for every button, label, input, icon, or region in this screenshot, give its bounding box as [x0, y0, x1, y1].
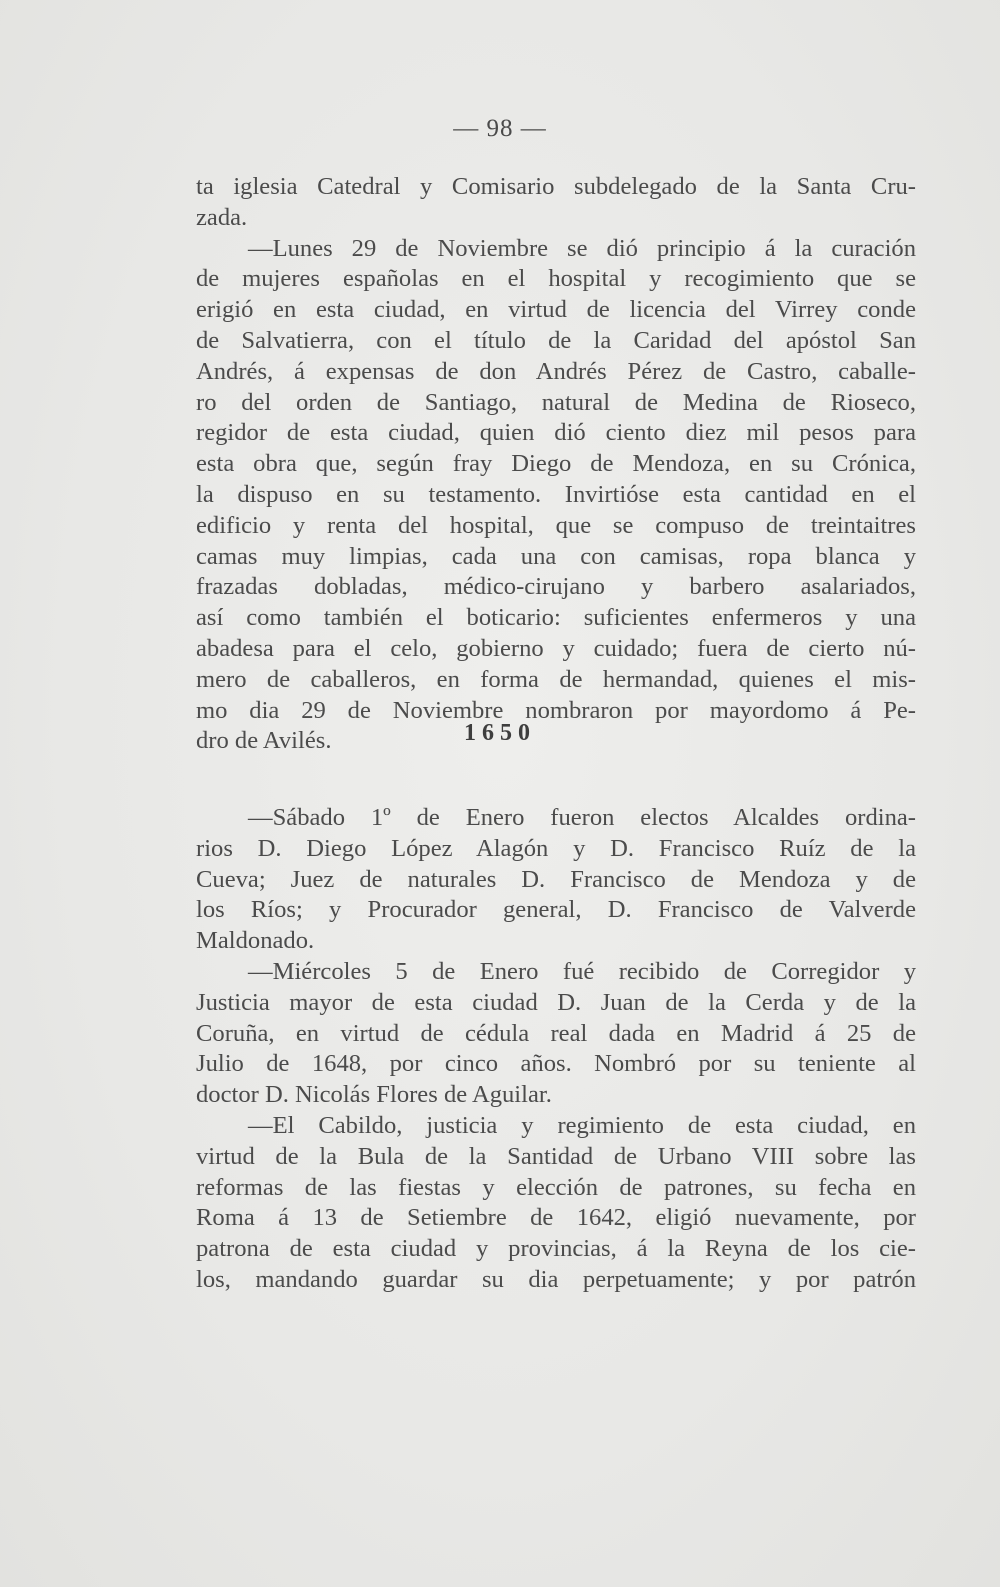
text-line: rios D. Diego López Alagón y D. Francisco Ruíz de la [196, 834, 916, 862]
text-line: Cueva; Juez de naturales D. Francisco de Mendoza y de [196, 865, 916, 893]
text-line: virtud de la Bula de la Santidad de Urbano VIII sobre las [196, 1142, 916, 1170]
text-line: doctor D. Nicolás Flores de Aguilar. [196, 1081, 552, 1109]
text-line: Maldonado. [196, 927, 315, 955]
text-block-1 [196, 172, 916, 757]
year-heading: 1650 [464, 720, 536, 746]
text-line: los, mandando guardar su dia perpetuamente; y por patrón [196, 1265, 916, 1293]
text-line: reformas de las fiestas y elección de patrones, su fecha en [196, 1173, 916, 1201]
text-line: frazadas dobladas, médico-cirujano y barbero asalariados, [196, 573, 916, 601]
text-line: zada. [196, 203, 248, 231]
text-line: edificio y renta del hospital, que se compuso de treintaitres [196, 511, 916, 539]
text-line: así como también el boticario: suficientes enfermeros y una [196, 604, 916, 632]
page-number: — 98 — [453, 115, 547, 142]
text-line: Justicia mayor de esta ciudad D. Juan de la Cerda y de la [196, 988, 916, 1016]
text-block-2 [196, 803, 916, 1296]
text-line: mero de caballeros, en forma de hermandad, quienes el mis- [196, 665, 916, 693]
text-line: patrona de esta ciudad y provincias, á la Reyna de los cie- [196, 1235, 916, 1263]
text-line: ro del orden de Santiago, natural de Medina de Rioseco, [196, 388, 916, 416]
text-line: Coruña, en virtud de cédula real dada en Madrid á 25 de [196, 1019, 916, 1047]
text-line: de mujeres españolas en el hospital y recogimiento que se [196, 265, 916, 293]
text-line: de Salvatierra, con el título de la Caridad del apóstol San [196, 326, 916, 354]
text-line: dro de Avilés. [196, 727, 332, 755]
text-line: los Ríos; y Procurador general, D. Francisco de Valverde [196, 896, 916, 924]
text-line: la dispuso en su testamento. Invirtióse esta cantidad en el [196, 480, 916, 508]
text-line: Andrés, á expensas de don Andrés Pérez de Castro, caballe- [196, 357, 916, 385]
text-line: —Miércoles 5 de Enero fué recibido de Corregidor y [248, 957, 916, 985]
text-line: abadesa para el celo, gobierno y cuidado; fuera de cierto nú- [196, 634, 916, 662]
text-line: Roma á 13 de Setiembre de 1642, eligió nuevamente, por [196, 1204, 916, 1232]
text-line: —Lunes 29 de Noviembre se dió principio á la curación [248, 234, 916, 262]
text-line: regidor de esta ciudad, quien dió ciento diez mil pesos para [196, 419, 916, 447]
text-line: Julio de 1648, por cinco años. Nombró por su teniente al [196, 1050, 916, 1078]
text-line: —El Cabildo, justicia y regimiento de esta ciudad, en [248, 1111, 916, 1139]
text-line: —Sábado 1º de Enero fueron electos Alcaldes ordina- [248, 804, 916, 831]
text-line: camas muy limpias, cada una con camisas, ropa blanca y [196, 542, 916, 570]
text-line: ta iglesia Catedral y Comisario subdelegado de la Santa Cru- [196, 173, 916, 200]
text-line: esta obra que, según fray Diego de Mendoza, en su Crónica, [196, 450, 916, 478]
text-line: mo dia 29 de Noviembre nombraron por mayordomo á Pe- [196, 696, 916, 724]
text-line: erigió en esta ciudad, en virtud de licencia del Virrey conde [196, 296, 916, 324]
